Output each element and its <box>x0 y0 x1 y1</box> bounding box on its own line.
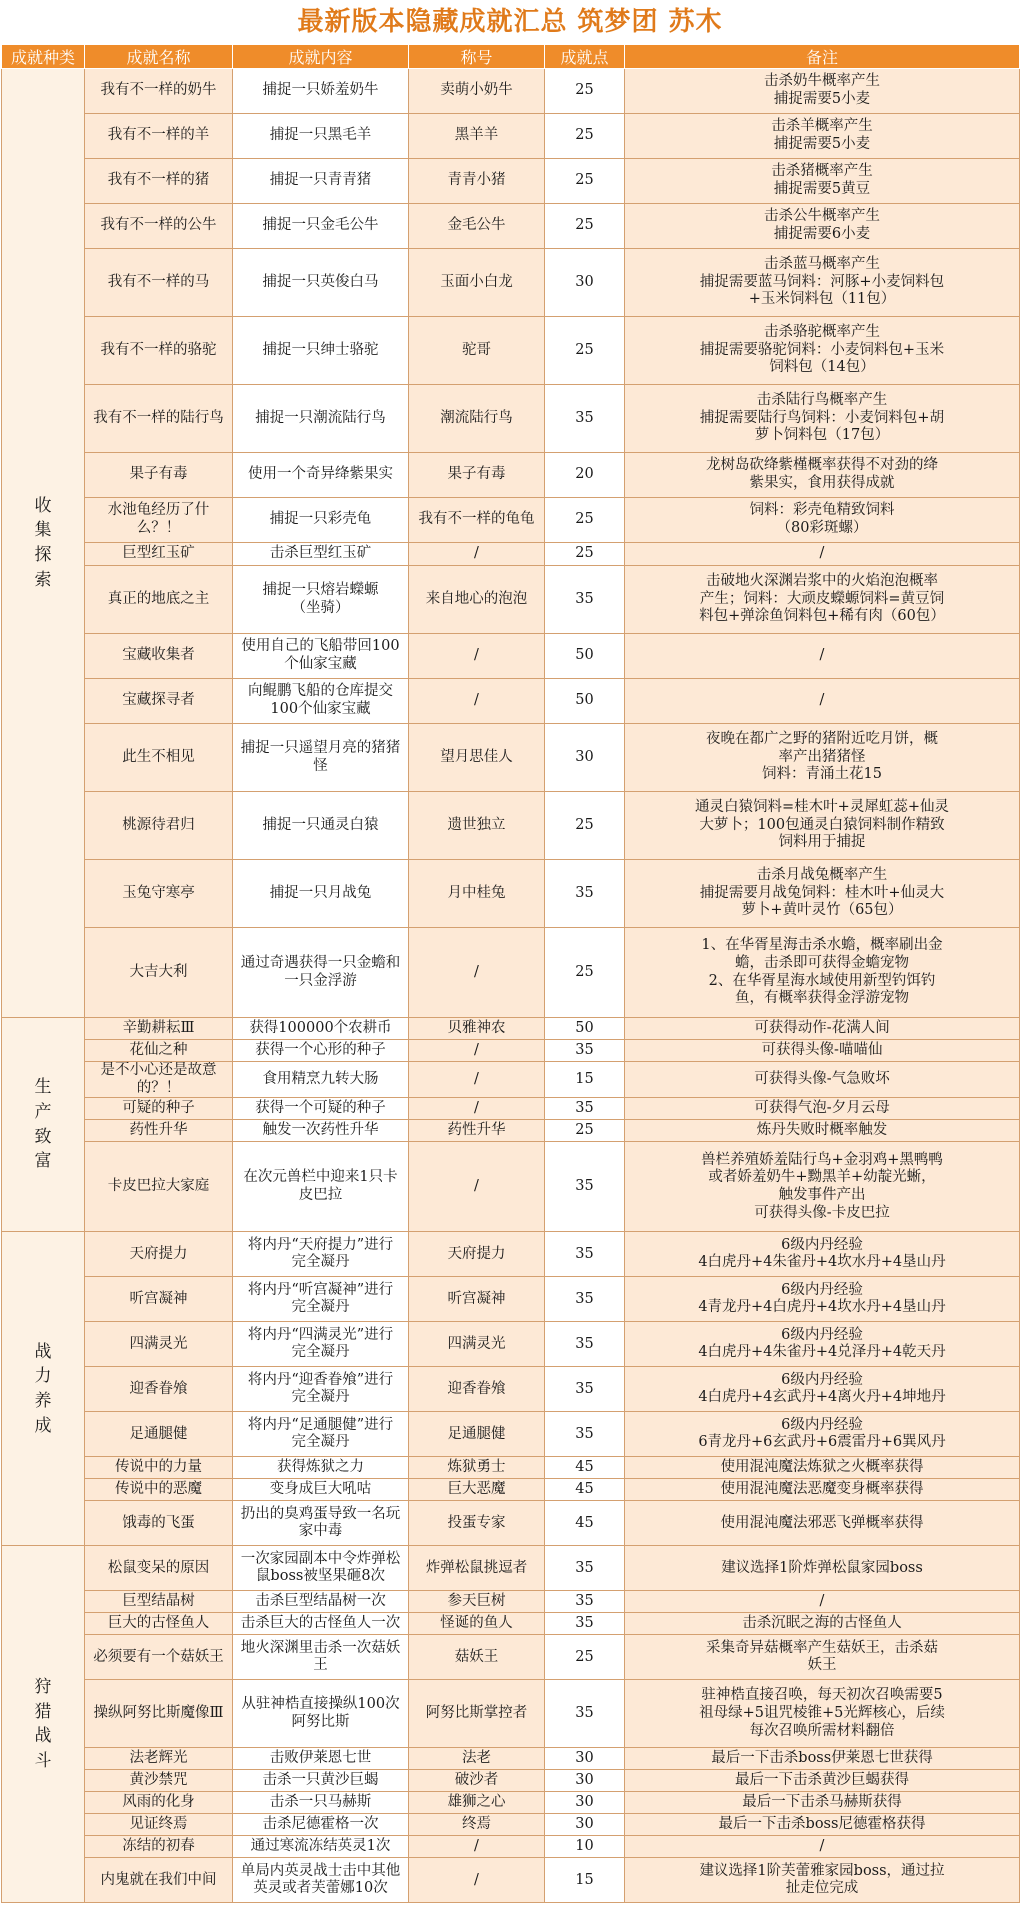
table-row <box>2 1412 1020 1457</box>
table-row <box>2 792 1020 860</box>
header-title: 称号 <box>409 45 545 69</box>
achievement-title: / <box>409 1040 545 1062</box>
achievement-title: 雄狮之心 <box>409 1792 545 1814</box>
achievement-points: 35 <box>545 1142 625 1232</box>
achievement-note: 击杀陆行鸟概率产生 捕捉需要陆行鸟饲料：小麦饲料包+胡 萝卜饲料包（17包） <box>625 385 1020 453</box>
achievement-points: 25 <box>545 1635 625 1680</box>
achievement-points: 25 <box>545 1120 625 1142</box>
achievement-points: 20 <box>545 453 625 498</box>
achievement-title: / <box>409 1858 545 1903</box>
achievement-content: 使用自己的飞船带回100 个仙家宝藏 <box>233 634 409 679</box>
achievement-points: 25 <box>545 792 625 860</box>
table-row <box>2 317 1020 385</box>
table-row <box>2 1792 1020 1814</box>
achievement-points: 30 <box>545 1770 625 1792</box>
achievement-title: 菇妖王 <box>409 1635 545 1680</box>
achievement-note: / <box>625 634 1020 679</box>
achievement-content: 捕捉一只熔岩蠑螈 （坐骑） <box>233 566 409 634</box>
achievement-name: 松鼠变呆的原因 <box>85 1546 233 1591</box>
achievement-content: 将内丹“四满灵光”进行 完全凝丹 <box>233 1322 409 1367</box>
achievement-name: 卡皮巴拉大家庭 <box>85 1142 233 1232</box>
achievement-points: 50 <box>545 634 625 679</box>
achievement-points: 30 <box>545 1792 625 1814</box>
table-row <box>2 385 1020 453</box>
achievement-points: 35 <box>545 1412 625 1457</box>
achievement-points: 25 <box>545 498 625 543</box>
achievement-points: 25 <box>545 928 625 1018</box>
achievement-points: 35 <box>545 1367 625 1412</box>
page-title: 最新版本隐藏成就汇总 筑梦团 苏木 <box>297 7 723 37</box>
achievement-name: 足通腿健 <box>85 1412 233 1457</box>
achievement-title: 贝雅神农 <box>409 1018 545 1040</box>
achievement-content: 击杀巨大的古怪鱼人一次 <box>233 1613 409 1635</box>
achievement-name: 传说中的力量 <box>85 1457 233 1479</box>
achievement-note: 可获得动作-花满人间 <box>625 1018 1020 1040</box>
achievement-content: 捕捉一只黑毛羊 <box>233 114 409 159</box>
achievement-content: 击杀巨型红玉矿 <box>233 543 409 566</box>
achievement-points: 35 <box>545 385 625 453</box>
achievement-points: 45 <box>545 1479 625 1501</box>
achievement-content: 通过寒流冻结英灵1次 <box>233 1836 409 1858</box>
achievement-points: 30 <box>545 1748 625 1770</box>
table-row <box>2 1322 1020 1367</box>
achievement-note: 击杀奶牛概率产生 捕捉需要5小麦 <box>625 69 1020 114</box>
table-row <box>2 860 1020 928</box>
table-row <box>2 1680 1020 1748</box>
achievement-name: 我有不一样的奶牛 <box>85 69 233 114</box>
achievement-content: 击杀尼德霍格一次 <box>233 1814 409 1836</box>
achievement-points: 25 <box>545 543 625 566</box>
achievement-title: 足通腿健 <box>409 1412 545 1457</box>
achievement-title: / <box>409 543 545 566</box>
achievement-content: 单局内英灵战士击中其他 英灵或者芙蕾娜10次 <box>233 1858 409 1903</box>
achievement-name: 大吉大利 <box>85 928 233 1018</box>
table-row <box>2 1457 1020 1479</box>
achievement-content: 获得炼狱之力 <box>233 1457 409 1479</box>
achievement-content: 一次家园副本中令炸弹松 鼠boss被坚果砸8次 <box>233 1546 409 1591</box>
achievement-title: 炸弹松鼠挑逗者 <box>409 1546 545 1591</box>
achievement-content: 变身成巨大吼咕 <box>233 1479 409 1501</box>
achievement-title: 卖萌小奶牛 <box>409 69 545 114</box>
achievement-content: 捕捉一只通灵白猿 <box>233 792 409 860</box>
table-row <box>2 1613 1020 1635</box>
achievement-points: 10 <box>545 1836 625 1858</box>
achievement-content: 将内丹“听宫凝神”进行 完全凝丹 <box>233 1277 409 1322</box>
achievement-note: 可获得气泡-夕月云母 <box>625 1098 1020 1120</box>
achievement-content: 在次元兽栏中迎来1只卡 皮巴拉 <box>233 1142 409 1232</box>
achievement-content: 捕捉一只遥望月亮的猪猪 怪 <box>233 724 409 792</box>
table-row <box>2 1814 1020 1836</box>
achievement-title: 果子有毒 <box>409 453 545 498</box>
achievement-points: 35 <box>545 860 625 928</box>
achievement-points: 35 <box>545 1680 625 1748</box>
achievement-content: 使用一个奇异绛紫果实 <box>233 453 409 498</box>
achievement-title: 阿努比斯掌控者 <box>409 1680 545 1748</box>
achievement-title: 迎香眷飧 <box>409 1367 545 1412</box>
achievement-title: 破沙者 <box>409 1770 545 1792</box>
table-row <box>2 498 1020 543</box>
table-row <box>2 928 1020 1018</box>
header-note: 备注 <box>625 45 1020 69</box>
achievement-name: 我有不一样的马 <box>85 249 233 317</box>
achievement-name: 此生不相见 <box>85 724 233 792</box>
achievement-content: 击杀一只马赫斯 <box>233 1792 409 1814</box>
achievement-content: 扔出的臭鸡蛋导致一名玩 家中毒 <box>233 1501 409 1546</box>
achievement-title: 巨大恶魔 <box>409 1479 545 1501</box>
achievement-name: 四满灵光 <box>85 1322 233 1367</box>
table-row <box>2 1120 1020 1142</box>
achievement-name: 饿毒的飞蛋 <box>85 1501 233 1546</box>
achievement-points: 30 <box>545 724 625 792</box>
achievement-title: 青青小猪 <box>409 159 545 204</box>
achievement-title: 法老 <box>409 1748 545 1770</box>
achievement-note: / <box>625 543 1020 566</box>
table-row <box>2 634 1020 679</box>
achievement-note: / <box>625 679 1020 724</box>
table-row <box>2 1277 1020 1322</box>
achievement-note: 击杀羊概率产生 捕捉需要5小麦 <box>625 114 1020 159</box>
table-row <box>2 69 1020 114</box>
header-content: 成就内容 <box>233 45 409 69</box>
achievement-title: 天府提力 <box>409 1232 545 1277</box>
achievement-points: 50 <box>545 1018 625 1040</box>
table-row <box>2 679 1020 724</box>
header-category: 成就种类 <box>2 45 85 69</box>
achievement-title: 听宫凝神 <box>409 1277 545 1322</box>
achievement-name: 见证终焉 <box>85 1814 233 1836</box>
achievement-content: 将内丹“天府提力”进行 完全凝丹 <box>233 1232 409 1277</box>
achievement-name: 冻结的初春 <box>85 1836 233 1858</box>
achievement-name: 水池龟经历了什么？！ <box>85 498 233 543</box>
achievement-note: 建议选择1阶芙蕾雅家园boss，通过拉 扯走位完成 <box>625 1858 1020 1903</box>
achievement-title: / <box>409 928 545 1018</box>
achievement-content: 捕捉一只青青猪 <box>233 159 409 204</box>
achievement-content: 捕捉一只彩壳龟 <box>233 498 409 543</box>
achievement-points: 35 <box>545 1591 625 1613</box>
achievement-note: 6级内丹经验 4青龙丹+4白虎丹+4坎水丹+4垦山丹 <box>625 1277 1020 1322</box>
achievement-note: 6级内丹经验 4白虎丹+4朱雀丹+4坎水丹+4垦山丹 <box>625 1232 1020 1277</box>
achievement-title: 四满灵光 <box>409 1322 545 1367</box>
table-row <box>2 1018 1020 1040</box>
achievement-note: 建议选择1阶炸弹松鼠家园boss <box>625 1546 1020 1591</box>
achievement-title: 终焉 <box>409 1814 545 1836</box>
achievement-name: 巨型红玉矿 <box>85 543 233 566</box>
achievement-points: 35 <box>545 1613 625 1635</box>
achievement-note: 夜晚在都广之野的猪附近吃月饼，概 率产出猪猪怪 饲料：青涌土花15 <box>625 724 1020 792</box>
achievement-note: 兽栏养殖娇羞陆行鸟+金羽鸡+黑鸭鸭 或者娇羞奶牛+黝黑羊+幼靛光蜥， 触发事件产出 可获得头像-卡皮巴拉 <box>625 1142 1020 1232</box>
achievement-note: 可获得头像-喵喵仙 <box>625 1040 1020 1062</box>
achievement-content: 捕捉一只娇羞奶牛 <box>233 69 409 114</box>
header-points: 成就点 <box>545 45 625 69</box>
achievement-points: 35 <box>545 1322 625 1367</box>
achievement-content: 获得一个可疑的种子 <box>233 1098 409 1120</box>
achievement-points: 45 <box>545 1501 625 1546</box>
achievement-title: 金毛公牛 <box>409 204 545 249</box>
achievement-name: 巨大的古怪鱼人 <box>85 1613 233 1635</box>
achievement-name: 内鬼就在我们中间 <box>85 1858 233 1903</box>
achievement-name: 迎香眷飧 <box>85 1367 233 1412</box>
achievement-content: 击杀巨型结晶树一次 <box>233 1591 409 1613</box>
achievement-content: 获得一个心形的种子 <box>233 1040 409 1062</box>
achievement-note: 1、在华胥星海击杀水蟾，概率刷出金 蟾，击杀即可获得金蟾宠物 2、在华胥星海水域使用新型钓饵钓 鱼，有概率获得金浮游宠物 <box>625 928 1020 1018</box>
table-row <box>2 1040 1020 1062</box>
achievement-name: 我有不一样的陆行鸟 <box>85 385 233 453</box>
achievement-title: / <box>409 634 545 679</box>
achievement-note: 6级内丹经验 6青龙丹+6玄武丹+6震雷丹+6巽风丹 <box>625 1412 1020 1457</box>
achievement-content: 将内丹“迎香眷飧”进行 完全凝丹 <box>233 1367 409 1412</box>
achievement-title: 黑羊羊 <box>409 114 545 159</box>
achievement-content: 将内丹“足通腿健”进行 完全凝丹 <box>233 1412 409 1457</box>
achievement-note: 炼丹失败时概率触发 <box>625 1120 1020 1142</box>
table-row <box>2 724 1020 792</box>
table-row <box>2 1770 1020 1792</box>
achievement-note: 击杀月战兔概率产生 捕捉需要月战兔饲料：桂木叶+仙灵大 萝卜+黄叶灵竹（65包） <box>625 860 1020 928</box>
header-name: 成就名称 <box>85 45 233 69</box>
achievement-title: 药性升华 <box>409 1120 545 1142</box>
achievement-name: 药性升华 <box>85 1120 233 1142</box>
achievement-title: 我有不一样的龟龟 <box>409 498 545 543</box>
table-row <box>2 1836 1020 1858</box>
achievement-points: 50 <box>545 679 625 724</box>
achievement-note: 驻神梏直接召唤，每天初次召唤需要5 祖母绿+5诅咒棱锥+5光辉核心，后续 每次召唤所需材料翻倍 <box>625 1680 1020 1748</box>
achievement-title: 炼狱勇士 <box>409 1457 545 1479</box>
achievement-content: 捕捉一只潮流陆行鸟 <box>233 385 409 453</box>
table-row <box>2 1367 1020 1412</box>
achievement-name: 天府提力 <box>85 1232 233 1277</box>
table-row <box>2 1479 1020 1501</box>
achievement-note: 使用混沌魔法炼狱之火概率获得 <box>625 1457 1020 1479</box>
achievement-points: 35 <box>545 1232 625 1277</box>
achievement-content: 食用精烹九转大肠 <box>233 1062 409 1098</box>
table-row <box>2 1142 1020 1232</box>
achievement-note: / <box>625 1591 1020 1613</box>
achievement-note: 击破地火深渊岩浆中的火焰泡泡概率 产生；饲料：大顽皮蠑螈饲料=黄豆饲 料包+弹涂鱼饲料包+稀有肉（60包） <box>625 566 1020 634</box>
achievement-content: 触发一次药性升华 <box>233 1120 409 1142</box>
table-row <box>2 114 1020 159</box>
achievement-title: 月中桂兔 <box>409 860 545 928</box>
table-row <box>2 1232 1020 1277</box>
achievement-table <box>1 44 1020 1903</box>
table-row <box>2 1546 1020 1591</box>
achievement-content: 捕捉一只月战兔 <box>233 860 409 928</box>
achievement-name: 我有不一样的骆驼 <box>85 317 233 385</box>
achievement-points: 35 <box>545 1546 625 1591</box>
achievement-name: 玉兔守寒亭 <box>85 860 233 928</box>
achievement-points: 25 <box>545 317 625 385</box>
achievement-name: 辛勤耕耘Ⅲ <box>85 1018 233 1040</box>
table-row <box>2 1858 1020 1903</box>
achievement-content: 捕捉一只绅士骆驼 <box>233 317 409 385</box>
table-row <box>2 1062 1020 1098</box>
table-row <box>2 1635 1020 1680</box>
achievement-title: 参天巨树 <box>409 1591 545 1613</box>
achievement-title: 潮流陆行鸟 <box>409 385 545 453</box>
achievement-note: 龙树岛砍绛紫槿概率获得不对劲的绛 紫果实，食用获得成就 <box>625 453 1020 498</box>
achievement-note: 可获得头像-气急败坏 <box>625 1062 1020 1098</box>
achievement-name: 操纵阿努比斯魔像Ⅲ <box>85 1680 233 1748</box>
achievement-title: 投蛋专家 <box>409 1501 545 1546</box>
achievement-name: 法老辉光 <box>85 1748 233 1770</box>
achievement-title: 驼哥 <box>409 317 545 385</box>
achievement-points: 35 <box>545 1040 625 1062</box>
table-row <box>2 1098 1020 1120</box>
achievement-name: 宝藏探寻者 <box>85 679 233 724</box>
achievement-points: 35 <box>545 1098 625 1120</box>
achievement-note: 6级内丹经验 4白虎丹+4玄武丹+4离火丹+4坤地丹 <box>625 1367 1020 1412</box>
category-cell: 战 力 养 成 <box>2 1232 85 1546</box>
table-row <box>2 543 1020 566</box>
achievement-content: 击杀一只黄沙巨蝎 <box>233 1770 409 1792</box>
achievement-name: 风雨的化身 <box>85 1792 233 1814</box>
table-row <box>2 249 1020 317</box>
achievement-points: 35 <box>545 1277 625 1322</box>
achievement-points: 45 <box>545 1457 625 1479</box>
achievement-note: 通灵白猿饲料=桂木叶+灵犀虹蕊+仙灵 大萝卜；100包通灵白猿饲料制作精致 饲料用于捕捉 <box>625 792 1020 860</box>
achievement-name: 桃源待君归 <box>85 792 233 860</box>
achievement-points: 15 <box>545 1062 625 1098</box>
achievement-name: 巨型结晶树 <box>85 1591 233 1613</box>
achievement-name: 果子有毒 <box>85 453 233 498</box>
achievement-note: 击杀骆驼概率产生 捕捉需要骆驼饲料：小麦饲料包+玉米 饲料包（14包） <box>625 317 1020 385</box>
achievement-note: 最后一下击杀boss尼德霍格获得 <box>625 1814 1020 1836</box>
achievement-name: 必须要有一个菇妖王 <box>85 1635 233 1680</box>
table-row <box>2 1591 1020 1613</box>
achievement-title: / <box>409 1142 545 1232</box>
achievement-name: 宝藏收集者 <box>85 634 233 679</box>
achievement-note: 使用混沌魔法恶魔变身概率获得 <box>625 1479 1020 1501</box>
achievement-name: 我有不一样的羊 <box>85 114 233 159</box>
achievement-content: 通过奇遇获得一只金蟾和 一只金浮游 <box>233 928 409 1018</box>
table-row <box>2 1748 1020 1770</box>
achievement-note: 6级内丹经验 4白虎丹+4朱雀丹+4兑泽丹+4乾天丹 <box>625 1322 1020 1367</box>
achievement-points: 25 <box>545 159 625 204</box>
achievement-note: 击杀沉眠之海的古怪鱼人 <box>625 1613 1020 1635</box>
table-row <box>2 204 1020 249</box>
achievement-note: 采集奇异菇概率产生菇妖王，击杀菇 妖王 <box>625 1635 1020 1680</box>
achievement-note: 最后一下击杀boss伊莱恩七世获得 <box>625 1748 1020 1770</box>
achievement-name: 我有不一样的猪 <box>85 159 233 204</box>
achievement-title: 遗世独立 <box>409 792 545 860</box>
category-cell: 收 集 探 索 <box>2 69 85 1018</box>
achievement-content: 捕捉一只金毛公牛 <box>233 204 409 249</box>
category-cell: 生 产 致 富 <box>2 1018 85 1232</box>
achievement-points: 30 <box>545 1814 625 1836</box>
table-body <box>2 69 1020 1903</box>
achievement-name: 是不小心还是故意的？！ <box>85 1062 233 1098</box>
achievement-points: 15 <box>545 1858 625 1903</box>
achievement-note: 使用混沌魔法邪恶飞弹概率获得 <box>625 1501 1020 1546</box>
header-row <box>2 45 1020 69</box>
achievement-content: 获得100000个农耕币 <box>233 1018 409 1040</box>
achievement-title: 玉面小白龙 <box>409 249 545 317</box>
achievement-name: 我有不一样的公牛 <box>85 204 233 249</box>
achievement-name: 真正的地底之主 <box>85 566 233 634</box>
achievement-points: 25 <box>545 69 625 114</box>
achievement-content: 地火深渊里击杀一次菇妖 王 <box>233 1635 409 1680</box>
achievement-name: 传说中的恶魔 <box>85 1479 233 1501</box>
achievement-note: 击杀公牛概率产生 捕捉需要6小麦 <box>625 204 1020 249</box>
achievement-note: 击杀猪概率产生 捕捉需要5黄豆 <box>625 159 1020 204</box>
achievement-note: 最后一下击杀黄沙巨蝎获得 <box>625 1770 1020 1792</box>
achievement-title: / <box>409 1836 545 1858</box>
achievement-points: 35 <box>545 566 625 634</box>
achievement-name: 听宫凝神 <box>85 1277 233 1322</box>
table-row <box>2 566 1020 634</box>
achievement-note: 击杀蓝马概率产生 捕捉需要蓝马饲料：河豚+小麦饲料包 +玉米饲料包（11包） <box>625 249 1020 317</box>
achievement-points: 25 <box>545 114 625 159</box>
achievement-content: 捕捉一只英俊白马 <box>233 249 409 317</box>
achievement-note: 最后一下击杀马赫斯获得 <box>625 1792 1020 1814</box>
achievement-points: 25 <box>545 204 625 249</box>
table-row <box>2 1501 1020 1546</box>
achievement-title: / <box>409 1062 545 1098</box>
achievement-content: 击败伊莱恩七世 <box>233 1748 409 1770</box>
table-row <box>2 453 1020 498</box>
category-cell: 狩 猎 战 斗 <box>2 1546 85 1903</box>
achievement-note: 饲料：彩壳龟精致饲料 （80彩斑螺） <box>625 498 1020 543</box>
achievement-title: 望月思佳人 <box>409 724 545 792</box>
achievement-note: / <box>625 1836 1020 1858</box>
achievement-title: 怪诞的鱼人 <box>409 1613 545 1635</box>
achievement-name: 花仙之种 <box>85 1040 233 1062</box>
achievement-title: 来自地心的泡泡 <box>409 566 545 634</box>
table-row <box>2 159 1020 204</box>
achievement-points: 30 <box>545 249 625 317</box>
achievement-title: / <box>409 1098 545 1120</box>
achievement-name: 可疑的种子 <box>85 1098 233 1120</box>
achievement-content: 向鲲鹏飞船的仓库提交 100个仙家宝藏 <box>233 679 409 724</box>
achievement-content: 从驻神梏直接操纵100次 阿努比斯 <box>233 1680 409 1748</box>
achievement-name: 黄沙禁咒 <box>85 1770 233 1792</box>
achievement-title: / <box>409 679 545 724</box>
